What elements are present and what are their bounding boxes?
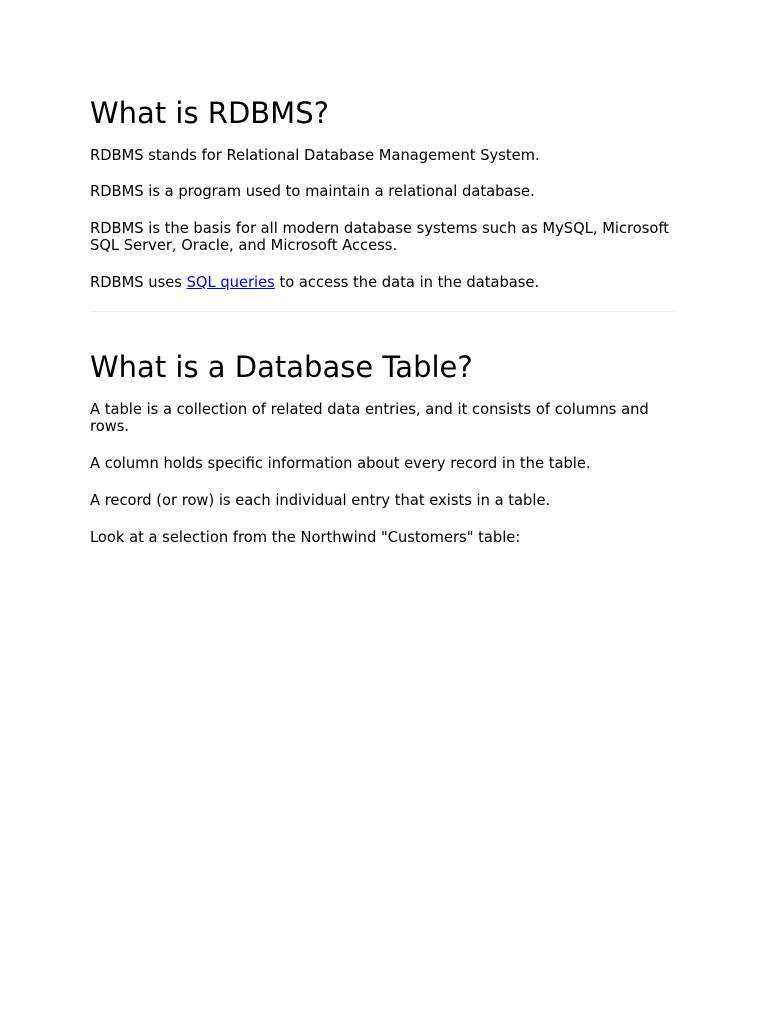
rdbms-sql-paragraph (90, 274, 676, 291)
rdbms-sql-text-before: RDBMS uses (90, 274, 187, 291)
rdbms-definition-paragraph: RDBMS stands for Relational Database Management System. (90, 147, 540, 164)
table-definition-paragraph: A table is a collection of related data entries, and it consists of columns and rows. (90, 401, 649, 435)
rdbms-basis-paragraph: RDBMS is the basis for all modern database systems such as MySQL, Microsoft SQL Server, Oracle, and Microsoft Access. (90, 220, 670, 254)
column-definition-paragraph: A column holds specific information about every record in the table. (90, 455, 591, 472)
main-content (90, 96, 676, 546)
section-divider (90, 311, 676, 312)
customers-table-intro-paragraph: Look at a selection from the Northwind "Customers" table: (90, 529, 521, 546)
section-heading-database-table: What is a Database Table? (90, 350, 473, 384)
rdbms-sql-text-after: to access the data in the database. (274, 274, 540, 291)
record-definition-paragraph: A record (or row) is each individual entry that exists in a table. (90, 492, 551, 509)
sql-queries-link[interactable]: SQL queries (186, 274, 275, 291)
rdbms-program-paragraph: RDBMS is a program used to maintain a relational database. (90, 183, 535, 200)
section-heading-rdbms: What is RDBMS? (90, 96, 329, 130)
